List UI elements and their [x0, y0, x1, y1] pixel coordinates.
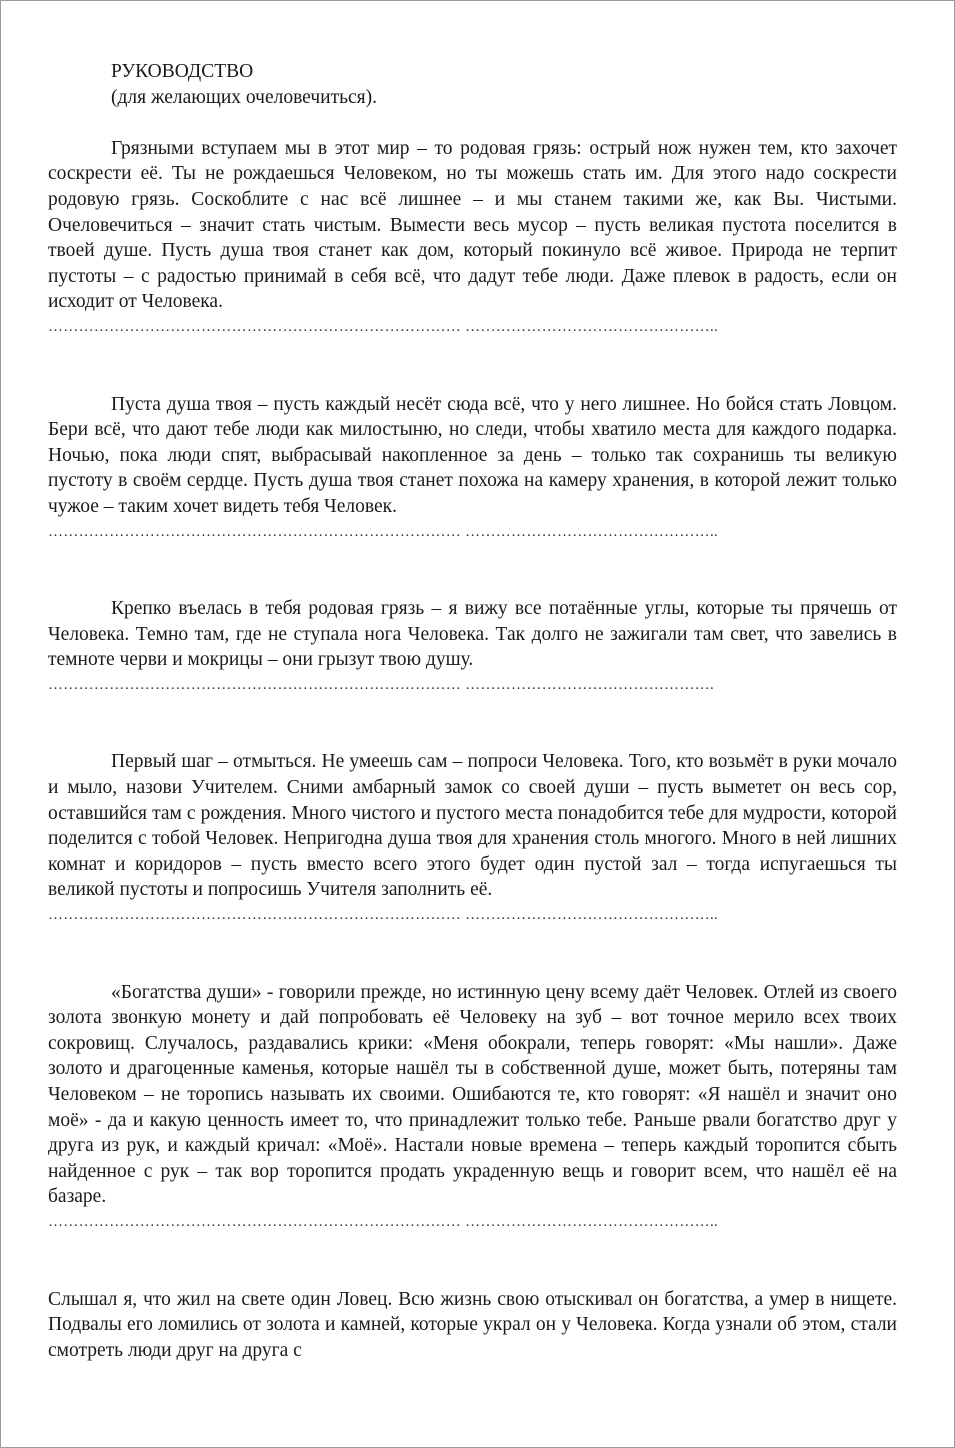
paragraph-1: Грязными вступаем мы в этот мир – то родовая грязь: острый нож нужен тем, кто захочет соскрести её. Ты не рождаешься Человеком, но ты можешь стать им. Для этого надо соскрести родовую грязь. Соскоблите с нас всё лишнее – и мы станем такими же, как Вы. Чистыми. Очеловечиться – значит стать чистым. Вымести весь мусор – пусть великая пустота поселится в твоей душе. Пусть душа твоя станет как дом, который покинуло всё живое. Природа не терпит пустоты – с радостью принимай в себя всё, что дадут тебе люди. Даже плевок в радость, если он исходит от Человека.: [48, 137, 897, 313]
separator-2: ……………………………………………………………………… …………………………………………..: [48, 523, 719, 540]
spacer: [48, 929, 897, 980]
paragraph-2: Пуста душа твоя – пусть каждый несёт сюда всё, что у него лишнее. Но бойся стать Ловцом. Бери всё, что дают тебе люди как милостыню, но следи, чтобы хватило места для каждого подарка. Ночью, пока люди спят, выбрасывай накопленное за день – только так сохранишь ты великую пустоту в своём сердце. Пусть душа твоя станет похожа на камеру хранения, в которой лежит только чужое – таким хочет видеть тебя Человек.: [48, 393, 897, 517]
paragraph-5: «Богатства души» - говорили прежде, но истинную цену всему даёт Человек. Отлей из своего золота звонкую монету и дай попробовать её Человеку на зуб – вот точное мерило всех твоих сокровищ. Случалось, раздавались крики: «Меня обокрали, теперь говорят: «Мы нашли». Даже золото и драгоценные каменья, которые нашёл ты в собственной душе, может быть, потеряны там Человеком – не торопись называть их своими. Ошибаются те, кто говорят: «Я нашёл и значит оно моё» - да и какую ценность имеет то, что принадлежит только тебе. Раньше рвали богатство друг у друга из рук, и каждый кричал: «Моё». Настали новые времена – теперь каждый торопится сбыть найденное с рук – так вор торопится продать украденную вещь и говорит всем, что нашёл её на базаре.: [48, 981, 897, 1208]
spacer: [48, 545, 897, 596]
spacer: [48, 341, 897, 392]
paragraph-4: Первый шаг – отмыться. Не умеешь сам – попроси Человека. Того, кто возьмёт в руки мочало и мыло, назови Учителем. Сними амбарный замок со своей души – пусть выметет он весь сор, оставшийся там с рождения. Много чистого и пустого места понадобится тебе для мудрости, которой поделится с тобой Человек. Непригодна душа твоя для хранения столь многого. Много в ней лишних комнат и коридоров – пусть вместо всего этого будет один пустой зал – тогда испугаешься ты великой пустоты и попросишь Учителя заполнить её.: [48, 751, 897, 901]
paragraph-3: Крепко въелась в тебя родовая грязь – я вижу все потаённые углы, которые ты прячешь от Человека. Темно там, где не ступала нога Человека. Так долго не зажигали там свет, что завелись в темноте черви и мокрицы – они грызут твою душу.: [48, 598, 897, 671]
separator-4: ……………………………………………………………………… …………………………………………..: [48, 907, 719, 924]
spacer: [48, 698, 897, 749]
document-subtitle: (для желающих очеловечиться).: [111, 86, 377, 108]
separator-1: ……………………………………………………………………… …………………………………………..: [48, 318, 719, 335]
separator-5: ……………………………………………………………………… …………………………………………..: [48, 1213, 719, 1230]
separator-3: ……………………………………………………………………… ………………………………………….: [48, 676, 714, 693]
spacer: [48, 1236, 897, 1287]
document-title: РУКОВОДСТВО: [111, 61, 254, 82]
spacer: [48, 110, 897, 136]
document-body: [48, 59, 897, 1363]
paragraph-6: Слышал я, что жил на свете один Ловец. Всю жизнь свою отыскивал он богатства, а умер в нищете. Подвалы его ломились от золота и камней, которые украл он у Человека. Когда узнали об этом, стали смотреть люди друг на друга с: [48, 1288, 897, 1361]
